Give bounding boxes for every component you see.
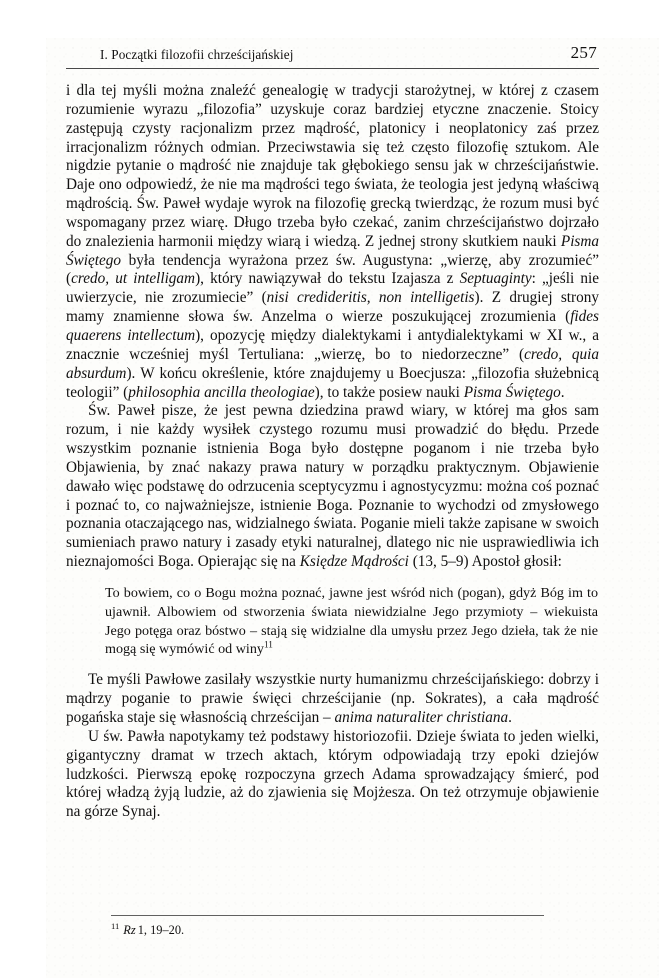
- text-run: .: [560, 383, 565, 401]
- italic-run: Pisma Świętego: [463, 383, 561, 401]
- text-run: : „jeśli nie uwierzycie, nie zrozumiecie” (: [66, 270, 599, 307]
- footnote-separator-rule: [111, 915, 544, 916]
- running-head: [62, 44, 597, 67]
- footnote-marker: 11: [111, 920, 120, 931]
- paragraph: [66, 671, 599, 728]
- body-text-after-quote: [66, 671, 599, 822]
- footnote-source-abbrev: Rz: [123, 923, 136, 937]
- footnote-area: [66, 915, 599, 938]
- page-number: 257: [570, 43, 597, 62]
- page-left-margin: [0, 0, 46, 978]
- paragraphs-before-quote: [66, 82, 599, 572]
- text-run: ). W końcu określenie, które znajdujemy u Boecjusza: „filozofia służebnicą teologii” (: [66, 364, 599, 401]
- text-run: i dla tej myśli można znaleźć genealogię w tradycji starożytnej, w której z czasem rozumienie wyrazu „filozofia” uzyskuje coraz bardziej etyczne znaczenie. Stoicy zastępują czysty racjonalizm przez mądrość, platonicy i neoplatonicy zaś przez irracjonalizm różnych odmian. Przeciwstawia się też często filozofię sztukom. Ale nigdzie pytanie o mądrość nie znajduje tak głębokiego sensu jak w chrześcijaństwie. Daje ono odpowiedź, że nie ma mądrości tego świata, że teologia jest jedyną właściwą mądrością. Św. Paweł wydaje wyrok na filozofię grecką twierdząc, że rozum musi być wspomagany przez wiarę. Długo trzeba było czekać, zanim chrześcijaństwo dojrzało do znalezienia harmonii między wiarą i wiedzą. Z jednej strony skutkiem nauki: [66, 82, 599, 250]
- text-run: ), który nawiązywał do tekstu Izajasza z: [195, 270, 460, 288]
- header-rule: [66, 68, 599, 69]
- text-run: ), to także posiew nauki: [314, 383, 464, 401]
- text-run: .: [508, 709, 512, 726]
- paragraphs-after-quote: [66, 671, 599, 822]
- paragraph: [66, 728, 599, 822]
- page-content: [66, 44, 599, 822]
- italic-run: Pisma Świętego: [66, 232, 599, 269]
- italic-run: nisi credideritis, non intelligetis: [266, 289, 475, 307]
- running-head-title: I. Początki filozofii chrześcijańskiej: [100, 47, 294, 62]
- text-run: To bowiem, co o Bogu można poznać, jawne jest wśród nich (pogan), gdyż Bóg im to ujawnił. Albowiem od stworzenia świata niewidzialne Jego przymioty – wiekuista Jego potęga oraz bóstwo – stają się widzialne dla umysłu przez Jego dzieła, tak że nie mogą się wymówić od winy: [105, 585, 598, 658]
- page-top-margin: [0, 0, 659, 38]
- text-run: Te myśli Pawłowe zasilały wszystkie nurty humanizmu chrześcijańskiego: dobrzy i mądrzy poganie to prawie święci chrześcijanie (np. Sokrates), a cała mądrość pogańska staje się własnością chrześcijan –: [66, 671, 599, 726]
- paragraph: [66, 82, 599, 402]
- text-run: ), opozycję między dialektykami i antydialektykami w XI w., a znacznie wcześniej myśl Tertuliana: „wierzę, bo to niedorzeczne” (: [66, 326, 599, 363]
- block-quotation-text: [105, 584, 598, 658]
- italic-run: fides quaerens intellectum: [66, 308, 599, 344]
- italic-run: anima naturaliter christiana: [334, 709, 509, 726]
- text-run: (13, 5–9) Apostoł głosił:: [408, 553, 562, 571]
- footnote-reference-marker: 11: [263, 640, 273, 651]
- footnote-reference: 1, 19–20.: [137, 923, 185, 937]
- italic-run: credo, ut intelligam: [71, 270, 196, 288]
- paragraph: [66, 402, 599, 572]
- body-text: [66, 82, 599, 572]
- italic-run: Septuaginty: [459, 270, 532, 288]
- text-run: U św. Pawła napotykamy też podstawy historiozofii. Dzieje świata to jeden wielki, gigantyczny dramat w trzech aktach, którym odpowiadają trzy epoki dziejów ludzkości. Pierwszą epokę rozpoczyna grzech Adama sprowadzający śmierć, pod której władzą żyją ludzie, aż do zjawienia się Mojżesza. On też otrzymuje objawienie na górze Synaj.: [66, 727, 599, 821]
- italic-run: philosophia ancilla theologiae: [128, 383, 315, 401]
- italic-run: Księdze Mądrości: [299, 553, 409, 571]
- italic-run: credo, quia absurdum: [66, 345, 599, 382]
- text-run: ). Z drugiej strony mamy znamienne słowa św. Anzelma o wierze poszukującej zrozumienia (: [66, 289, 600, 326]
- block-quotation: [66, 584, 599, 658]
- text-run: była tendencja wyrażona przez św. Augustyna: „wierzę, aby zrozumieć” (: [66, 251, 599, 288]
- footnote: [66, 916, 599, 938]
- text-run: Św. Paweł pisze, że jest pewna dziedzina prawd wiary, w której ma głos sam rozum, i nie każdy wysiłek czystego rozumu musi prowadzić do błędu. Przede wszystkim poznanie istnienia Boga było dostępne poganom i nie trzeba było Objawienia, by znać nakazy prawa natury w porządku praktycznym. Objawienie dawało więc podstawę do odrzucenia sceptycyzmu i agnostycyzmu: można coś poznać i poznać to, co najważniejsze, istnienie Boga. Poznanie to wychodzi od zmysłowego poznania otaczającego nas, widzialnego świata. Poganie mieli także zapisane w swoich sumieniach prawo natury i zasady etyki naturalnej, dlatego nic nie usprawiedliwia ich nieznajomości Boga. Opierając się na: [66, 402, 599, 571]
